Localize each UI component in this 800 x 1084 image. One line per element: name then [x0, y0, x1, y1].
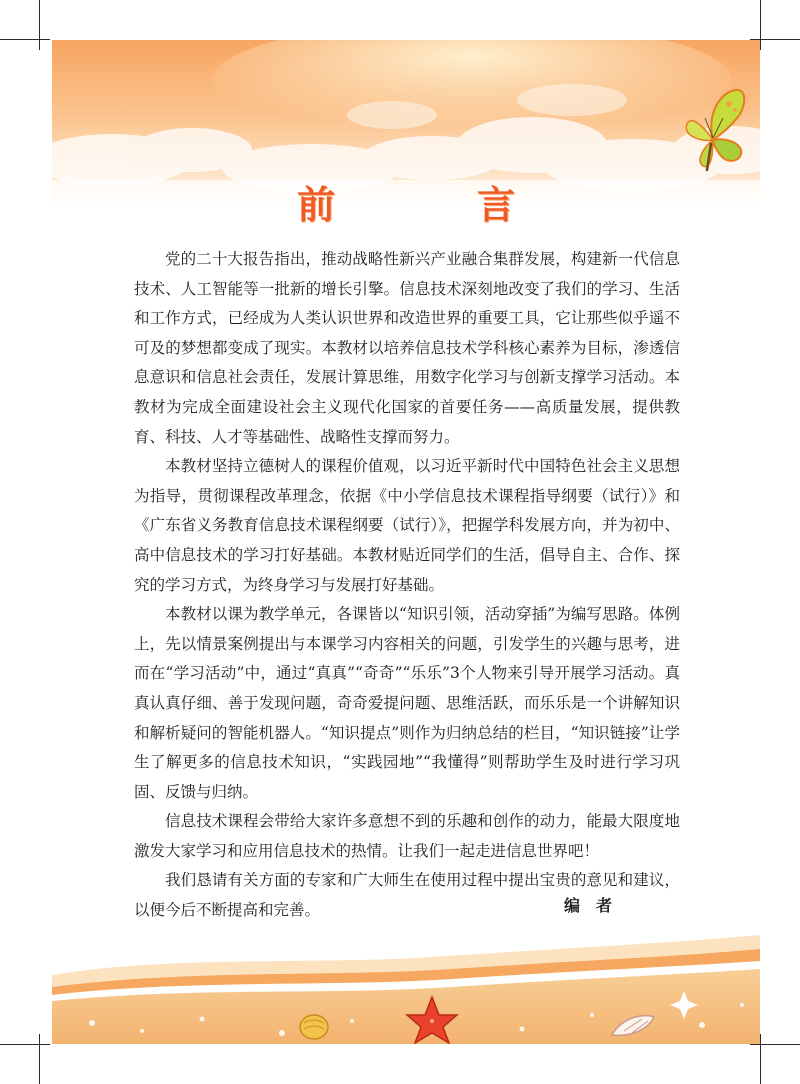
- paragraph: 信息技术课程会带给大家许多意想不到的乐趣和创作的动力，能最大限度地激发大家学习和应用信息技术的热情。让我们一起走进信息世界吧！: [134, 812, 680, 860]
- crop-mark: [39, 1034, 40, 1084]
- crop-mark: [760, 1034, 761, 1084]
- crop-mark: [750, 1044, 800, 1045]
- shell-icon: [300, 1015, 328, 1039]
- beach-footer: [52, 935, 760, 1044]
- crop-mark: [39, 0, 40, 50]
- crop-mark: [0, 1044, 50, 1045]
- preface-body: [134, 245, 680, 926]
- author-signature: 编者: [564, 896, 629, 915]
- crop-mark: [0, 39, 50, 40]
- butterfly-icon: [677, 88, 749, 178]
- page-title: 前 言: [296, 183, 567, 227]
- paragraph: 我们恳请有关方面的专家和广大师生在使用过程中提出宝贵的意见和建议，以便今后不断提高和完善。: [134, 871, 680, 920]
- paragraph: 党的二十大报告指出，推动战略性新兴产业融合集群发展，构建新一代信息技术、人工智能等一批新的增长引擎。信息技术深刻地改变了我们的学习、生活和工作方式，已经成为人类认识世界和改造世界的重要工具，它让那些似乎遥不可及的梦想都变成了现实。本教材以培养信息技术学科核心素养为目标，渗透信息意识和信息社会责任，发展计算思维，用数字化学习与创新支撑学习活动。本教材为完成全面建设社会主义现代化国家的首要任务——高质量发展，提供教育、科技、人才等基础性、战略性支撑而努力。: [134, 250, 680, 446]
- preface-page: [52, 40, 760, 1044]
- paragraph: 本教材以课为教学单元，各课皆以“知识引领，活动穿插”为编写思路。体例上，先以情景案例提出与本课学习内容相关的问题，引发学生的兴趣与思考，进而在“学习活动”中，通过“真真”“奇奇”“乐乐”3个人物来引导开展学习活动。真真认真仔细、善于发现问题，奇奇爱提问题、思维活跃，而乐乐是一个讲解知识和解析疑问的智能机器人。“知识提点”则作为归纳总结的栏目，“知识链接”让学生了解更多的信息技术知识，“实践园地”“我懂得”则帮助学生及时进行学习巩固、反馈与归纳。: [134, 605, 680, 801]
- paragraph: 本教材坚持立德树人的课程价值观，以习近平新时代中国特色社会主义思想为指导，贯彻课程改革理念，依据《中小学信息技术课程指导纲要（试行）》和《广东省义务教育信息技术课程纲要（试行）》，把握学科发展方向，并为初中、高中信息技术的学习打好基础。本教材贴近同学们的生活，倡导自主、合作、探究的学习方式，为终身学习与发展打好基础。: [134, 457, 680, 594]
- crop-mark: [760, 0, 761, 50]
